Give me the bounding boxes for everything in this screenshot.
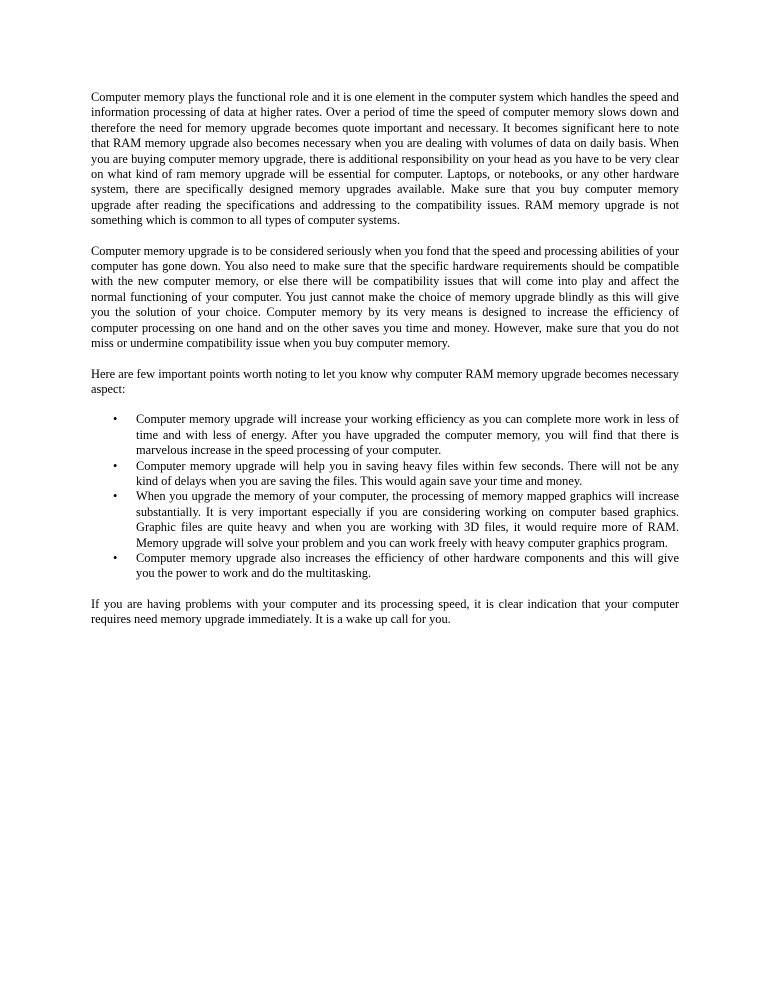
list-item <box>91 551 679 582</box>
bullet-icon: • <box>113 489 118 504</box>
bullet-icon: • <box>113 550 118 565</box>
bullet-icon: • <box>113 458 118 473</box>
bullet-list <box>91 412 679 581</box>
document-body <box>91 90 679 643</box>
list-item <box>91 459 679 490</box>
list-item-text: Computer memory upgrade will help you in saving heavy files within few seconds. There will not be any kind of delays when you are saving the files. This would again save your time and money. <box>136 458 679 488</box>
paragraph-considerations: Computer memory upgrade is to be considered seriously when you fond that the speed and processing abilities of your computer has gone down. You also need to make sure that the specific hardware requirements should be compatible with the new computer memory, or else there will be compatibility issues that will come into play and affect the normal functioning of your computer. You just cannot make the choice of memory upgrade blindly as this will give you the solution of your choice. Computer memory by its very means is designed to increase the efficiency of computer processing on one hand and on the other saves you time and money. However, make sure that you do not miss or undermine compatibility issue when you buy computer memory. <box>91 243 679 351</box>
list-item <box>91 489 679 551</box>
bullet-icon: • <box>113 412 118 427</box>
list-item <box>91 412 679 458</box>
paragraph-closing: If you are having problems with your computer and its processing speed, it is clear indication that your computer requires need memory upgrade immediately. It is a wake up call for you. <box>91 596 679 627</box>
list-item-text: When you upgrade the memory of your computer, the processing of memory mapped graphics will increase substantially. It is very important especially if you are considering working on computer based graphics. Graphic files are quite heavy and when you are working with 3D files, it would require more of RAM. Memory upgrade will solve your problem and you can work freely with heavy computer graphics program. <box>136 489 679 550</box>
list-item-text: Computer memory upgrade also increases the efficiency of other hardware components and this will give you the power to work and do the multitasking. <box>136 550 679 581</box>
paragraph-intro: Computer memory plays the functional role and it is one element in the computer system which handles the speed and information processing of data at higher rates. Over a period of time the speed of computer memory slows down and therefore the need for memory upgrade becomes quote important and necessary. It becomes significant here to note that RAM memory upgrade also becomes necessary when you are dealing with volumes of data on daily basis. When you are buying computer memory upgrade, there is additional responsibility on your head as you have to be very clear on what kind of ram memory upgrade will be essential for computer. Laptops, or notebooks, or any other hardware system, there are specifically designed memory upgrades available. Make sure that you buy computer memory upgrade after reading the specifications and addressing to the compatibility issues. RAM memory upgrade is not something which is common to all types of computer systems. <box>91 90 679 228</box>
list-item-text: Computer memory upgrade will increase your working efficiency as you can complete more work in less of time and with less of energy. After you have upgraded the computer memory, you will find that there is marvelous increase in the speed processing of your computer. <box>136 412 679 458</box>
paragraph-points-intro: Here are few important points worth noting to let you know why computer RAM memory upgrade becomes necessary aspect: <box>91 366 679 396</box>
